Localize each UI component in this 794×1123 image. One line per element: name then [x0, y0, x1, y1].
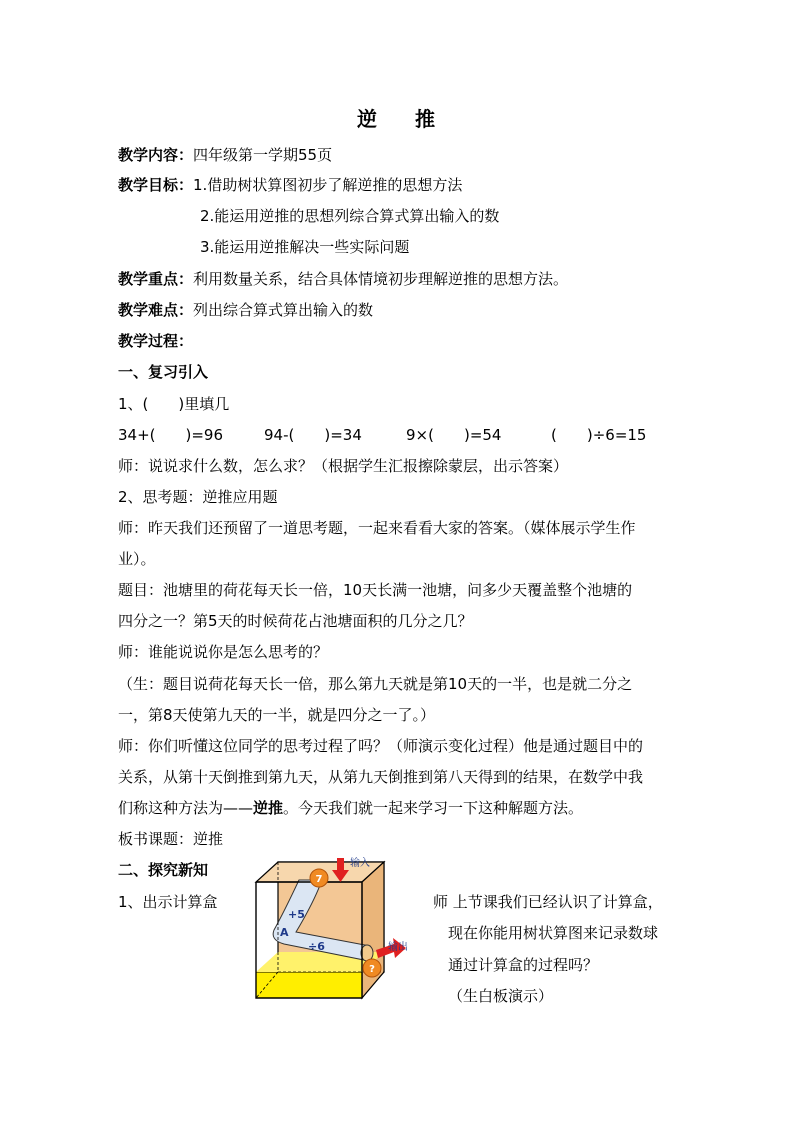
difficulty-label: 教学难点：	[118, 301, 194, 319]
key-point-text: 利用数量关系，结合具体情境初步理解逆推的思想方法。	[193, 270, 569, 288]
section-2-heading: 二、探究新知	[118, 861, 209, 879]
input-value: 7	[315, 874, 323, 885]
label-a: A	[280, 926, 289, 939]
teacher-line-4c	[118, 798, 583, 818]
goal-3: 3.能运用逆推解决一些实际问题	[200, 238, 410, 256]
teacher-line-2b: 业）。	[118, 550, 156, 568]
right-text-3: 通过计算盒的过程吗？	[448, 956, 599, 974]
teacher-line-1: 师：说说求什么数，怎么求？（根据学生汇报擦除蒙层，出示答案）	[118, 457, 569, 475]
problem-line-1: 题目：池塘里的荷花每天长一倍，10天长满一池塘，问多少天覆盖整个池塘的	[118, 581, 633, 599]
difficulty-line	[118, 300, 373, 320]
difficulty-text: 列出综合算式算出输入的数	[193, 301, 374, 319]
math-item-4: ( )÷6=15	[551, 426, 647, 444]
teacher-line-3: 师：谁能说说你是怎么思考的？	[118, 643, 329, 661]
content-text: 四年级第一学期55页	[193, 146, 333, 164]
question-1: 1、( )里填几	[118, 395, 230, 413]
calculation-box-figure	[244, 852, 424, 1002]
box-bottom-yellow	[256, 972, 362, 998]
box-side-face	[362, 862, 384, 998]
output-label: 输出	[388, 942, 408, 953]
goals-label: 教学目标：	[118, 176, 194, 194]
output-value: ?	[369, 964, 375, 975]
goal-1: 1.借助树状算图初步了解逆推的思想方法	[193, 176, 463, 194]
goal-2: 2.能运用逆推的思想列综合算式算出输入的数	[200, 207, 500, 225]
title-char-2: 推	[415, 107, 437, 131]
math-item-2: 94-( )=34	[264, 426, 362, 444]
goals-line	[118, 175, 462, 195]
key-point-label: 教学重点：	[118, 270, 194, 288]
teacher-line-4a: 师：你们听懂这位同学的思考过程了吗？（师演示变化过程）他是通过题目中的	[118, 737, 644, 755]
teacher-line-4b: 关系，从第十天倒推到第九天，从第九天倒推到第八天得到的结果，在数学中我	[118, 768, 644, 786]
content-line	[118, 145, 332, 165]
problem-line-2: 四分之一？第5天的时候荷花占池塘面积的几分之几？	[118, 612, 473, 630]
title-char-1: 逆	[357, 107, 379, 131]
process-label: 教学过程：	[118, 332, 194, 350]
student-line-2: 一，第8天使第九天的一半，就是四分之一了。）	[118, 706, 436, 724]
key-point-line	[118, 269, 568, 289]
right-text-2: 现在你能用树状算图来记录数球	[448, 924, 659, 942]
teacher-line-2a: 师：昨天我们还预留了一道思考题，一起来看看大家的答案。（媒体展示学生作	[118, 519, 636, 537]
section-1-heading: 一、复习引入	[118, 363, 209, 381]
question-2: 2、思考题：逆推应用题	[118, 488, 278, 506]
input-label: 输入	[350, 858, 370, 869]
right-text-1: 师 上节课我们已经认识了计算盒，	[433, 893, 663, 911]
page-title	[0, 103, 794, 132]
student-line-1: （生：题目说荷花每天长一倍，那么第九天就是第10天的一半，也是就二分之	[118, 675, 633, 693]
op-plus-5: +5	[288, 908, 305, 921]
math-item-3: 9×( )=54	[406, 426, 502, 444]
teacher-line-4c-pre: 们称这种方法为——	[118, 799, 254, 817]
right-text-4: （生白板演示）	[448, 987, 554, 1005]
item-1: 1、出示计算盒	[118, 893, 218, 911]
content-label: 教学内容：	[118, 146, 194, 164]
teacher-line-4c-post: 。今天我们就一起来学习一下这种解题方法。	[283, 799, 584, 817]
board-title: 板书课题：逆推	[118, 830, 224, 848]
teacher-line-4c-bold: 逆推	[253, 799, 284, 817]
op-divide-6: ÷6	[308, 940, 325, 953]
math-row	[118, 425, 646, 445]
math-item-1: 34+( )=96	[118, 426, 224, 444]
